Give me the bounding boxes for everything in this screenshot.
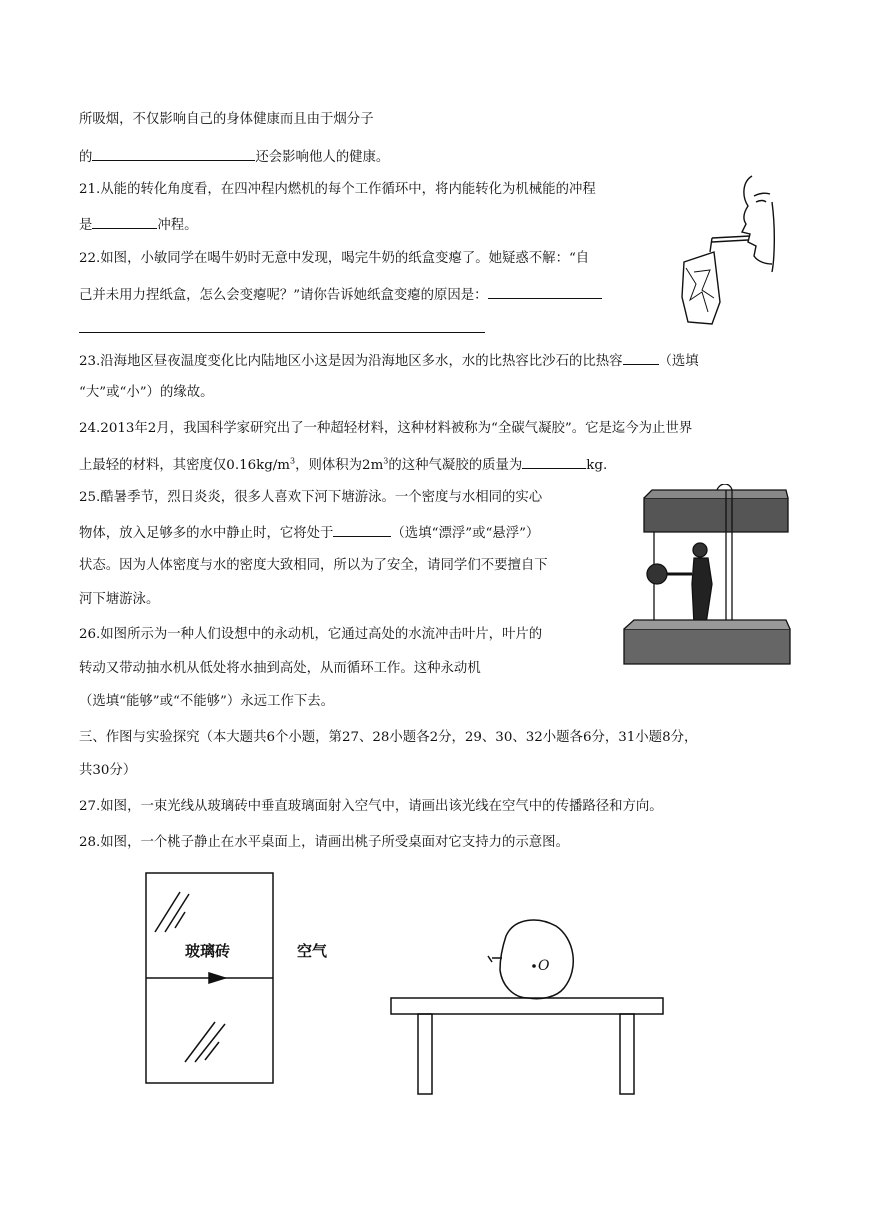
text-line [79, 146, 389, 168]
upper-tank [644, 498, 788, 532]
point-o-label: O [538, 958, 550, 974]
text: 的 [79, 150, 93, 165]
perpetual-motion-figure [622, 484, 795, 674]
question-26 [79, 625, 542, 645]
text-line [79, 110, 374, 130]
text: 状态。因为人体密度与水的密度大致相同，所以为了安全，请同学们不要擅自下 [79, 558, 548, 573]
answer-blank[interactable] [92, 214, 157, 229]
text: 冲程。 [157, 218, 198, 233]
answer-blank[interactable] [92, 146, 255, 161]
superscript: 3 [290, 456, 296, 466]
pipe-top [717, 484, 732, 490]
question-25-cont [79, 556, 548, 576]
peach-stem [488, 956, 492, 962]
text: 27.如图，一束光线从玻璃砖中垂直玻璃面射入空气中，请画出该光线在空气中的传播路径和方向。 [79, 799, 663, 814]
question-21 [79, 180, 596, 200]
question-28 [79, 833, 569, 853]
question-22 [79, 249, 589, 269]
straw [712, 236, 750, 238]
text: 转动又带动抽水机从低处将水抽到高处，从而循环工作。这种永动机 [79, 661, 481, 676]
carton-crease [694, 270, 714, 298]
question-23 [79, 350, 699, 372]
table-top [391, 998, 663, 1014]
text: kg. [586, 458, 608, 473]
answer-blank[interactable] [623, 350, 659, 365]
straw-bend [710, 238, 712, 252]
milk-carton [682, 252, 720, 324]
answer-blank[interactable] [488, 284, 602, 299]
face-profile [742, 176, 772, 264]
glass-brick-figure [145, 872, 355, 1086]
text: 是 [79, 218, 93, 233]
question-25-cont [79, 590, 159, 610]
text: 24.2013年2月，我国科学家研究出了一种超轻材料，这种材料被称为“全碳气凝胶”。它是迄今为止世界 [79, 421, 693, 436]
superscript: 3 [383, 456, 389, 466]
question-21-cont [79, 214, 198, 236]
hair-back [772, 202, 774, 272]
text: 的这种气凝胶的质量为 [388, 458, 523, 473]
text: （选填“能够”或“不能够”）永远工作下去。 [79, 694, 335, 709]
glass-hatch [165, 894, 189, 932]
text: 己并未用力捏纸盒，怎么会变瘪呢？”请你告诉她纸盒变瘪的原因是： [79, 288, 488, 303]
lower-tank-rim [624, 620, 790, 629]
eye [756, 201, 766, 203]
text: （选填“漂浮”或“悬浮”） [391, 526, 540, 541]
text: 所吸烟，不仅影响自己的身体健康而且由于烟分子 [79, 112, 374, 127]
text: 三、作图与实验探究（本大题共6个小题，第27、28小题各2分，29、30、32小题各6分，31小题8分， [79, 730, 698, 745]
milk-drinking-figure [672, 172, 794, 332]
section-3-heading [79, 728, 697, 748]
question-26-cont [79, 659, 481, 679]
text: 21.从能的转化角度看，在四冲程内燃机的每个工作循环中，将内能转化为机械能的冲程 [79, 182, 596, 197]
text: 上最轻的材料，其密度仅0.16kg/m [79, 458, 291, 473]
center-point [532, 964, 536, 968]
question-22-cont [79, 284, 602, 306]
text: （选填 [658, 354, 699, 369]
text: 河下塘游泳。 [79, 592, 160, 607]
person-body [692, 558, 712, 624]
text: 23.沿海地区昼夜温度变化比内陆地区小这是因为沿海地区多水，水的比热容比沙石的比热容 [79, 354, 623, 369]
section-3-heading-cont [79, 761, 136, 781]
water-wheel [647, 564, 667, 584]
text: “大”或“小”）的缘故。 [79, 385, 214, 400]
answer-line[interactable] [79, 332, 485, 333]
question-25-cont [79, 522, 539, 544]
table-leg [418, 1014, 432, 1094]
text: 22.如图，小敏同学在喝牛奶时无意中发现，喝完牛奶的纸盒变瘪了。她疑惑不解：“自 [79, 251, 590, 266]
text: 25.酷暑季节，烈日炎炎，很多人喜欢下河下塘游泳。一个密度与水相同的实心 [79, 490, 543, 505]
straw [712, 240, 748, 242]
answer-blank[interactable] [522, 454, 586, 469]
peach-table-figure [388, 912, 666, 1098]
glass-label: 玻璃砖 [185, 942, 231, 960]
text: 28.如图，一个桃子静止在水平桌面上，请画出桃子所受桌面对它支持力的示意图。 [79, 835, 569, 850]
table-leg [620, 1014, 634, 1094]
carton-crease [686, 268, 708, 312]
text: 还会影响他人的健康。 [255, 150, 390, 165]
question-26-cont [79, 692, 334, 712]
question-25 [79, 488, 542, 508]
question-27 [79, 797, 663, 817]
text: 共30分） [79, 763, 137, 778]
peach [500, 920, 573, 999]
eyebrow [754, 193, 770, 196]
glass-hatch [205, 1042, 219, 1060]
lower-tank [624, 629, 790, 664]
answer-blank[interactable] [333, 522, 391, 537]
question-24-cont [79, 454, 607, 476]
arrow-icon [209, 973, 225, 983]
question-24 [79, 419, 692, 439]
text: ，则体积为2m [295, 458, 384, 473]
text: 物体，放入足够多的水中静止时，它将处于 [79, 526, 334, 541]
person-head [693, 543, 707, 557]
question-23-cont [79, 383, 214, 403]
upper-tank-rim [644, 490, 788, 498]
text: 26.如图所示为一种人们设想中的永动机，它通过高处的水流冲击叶片，叶片的 [79, 627, 543, 642]
air-label: 空气 [297, 942, 328, 960]
